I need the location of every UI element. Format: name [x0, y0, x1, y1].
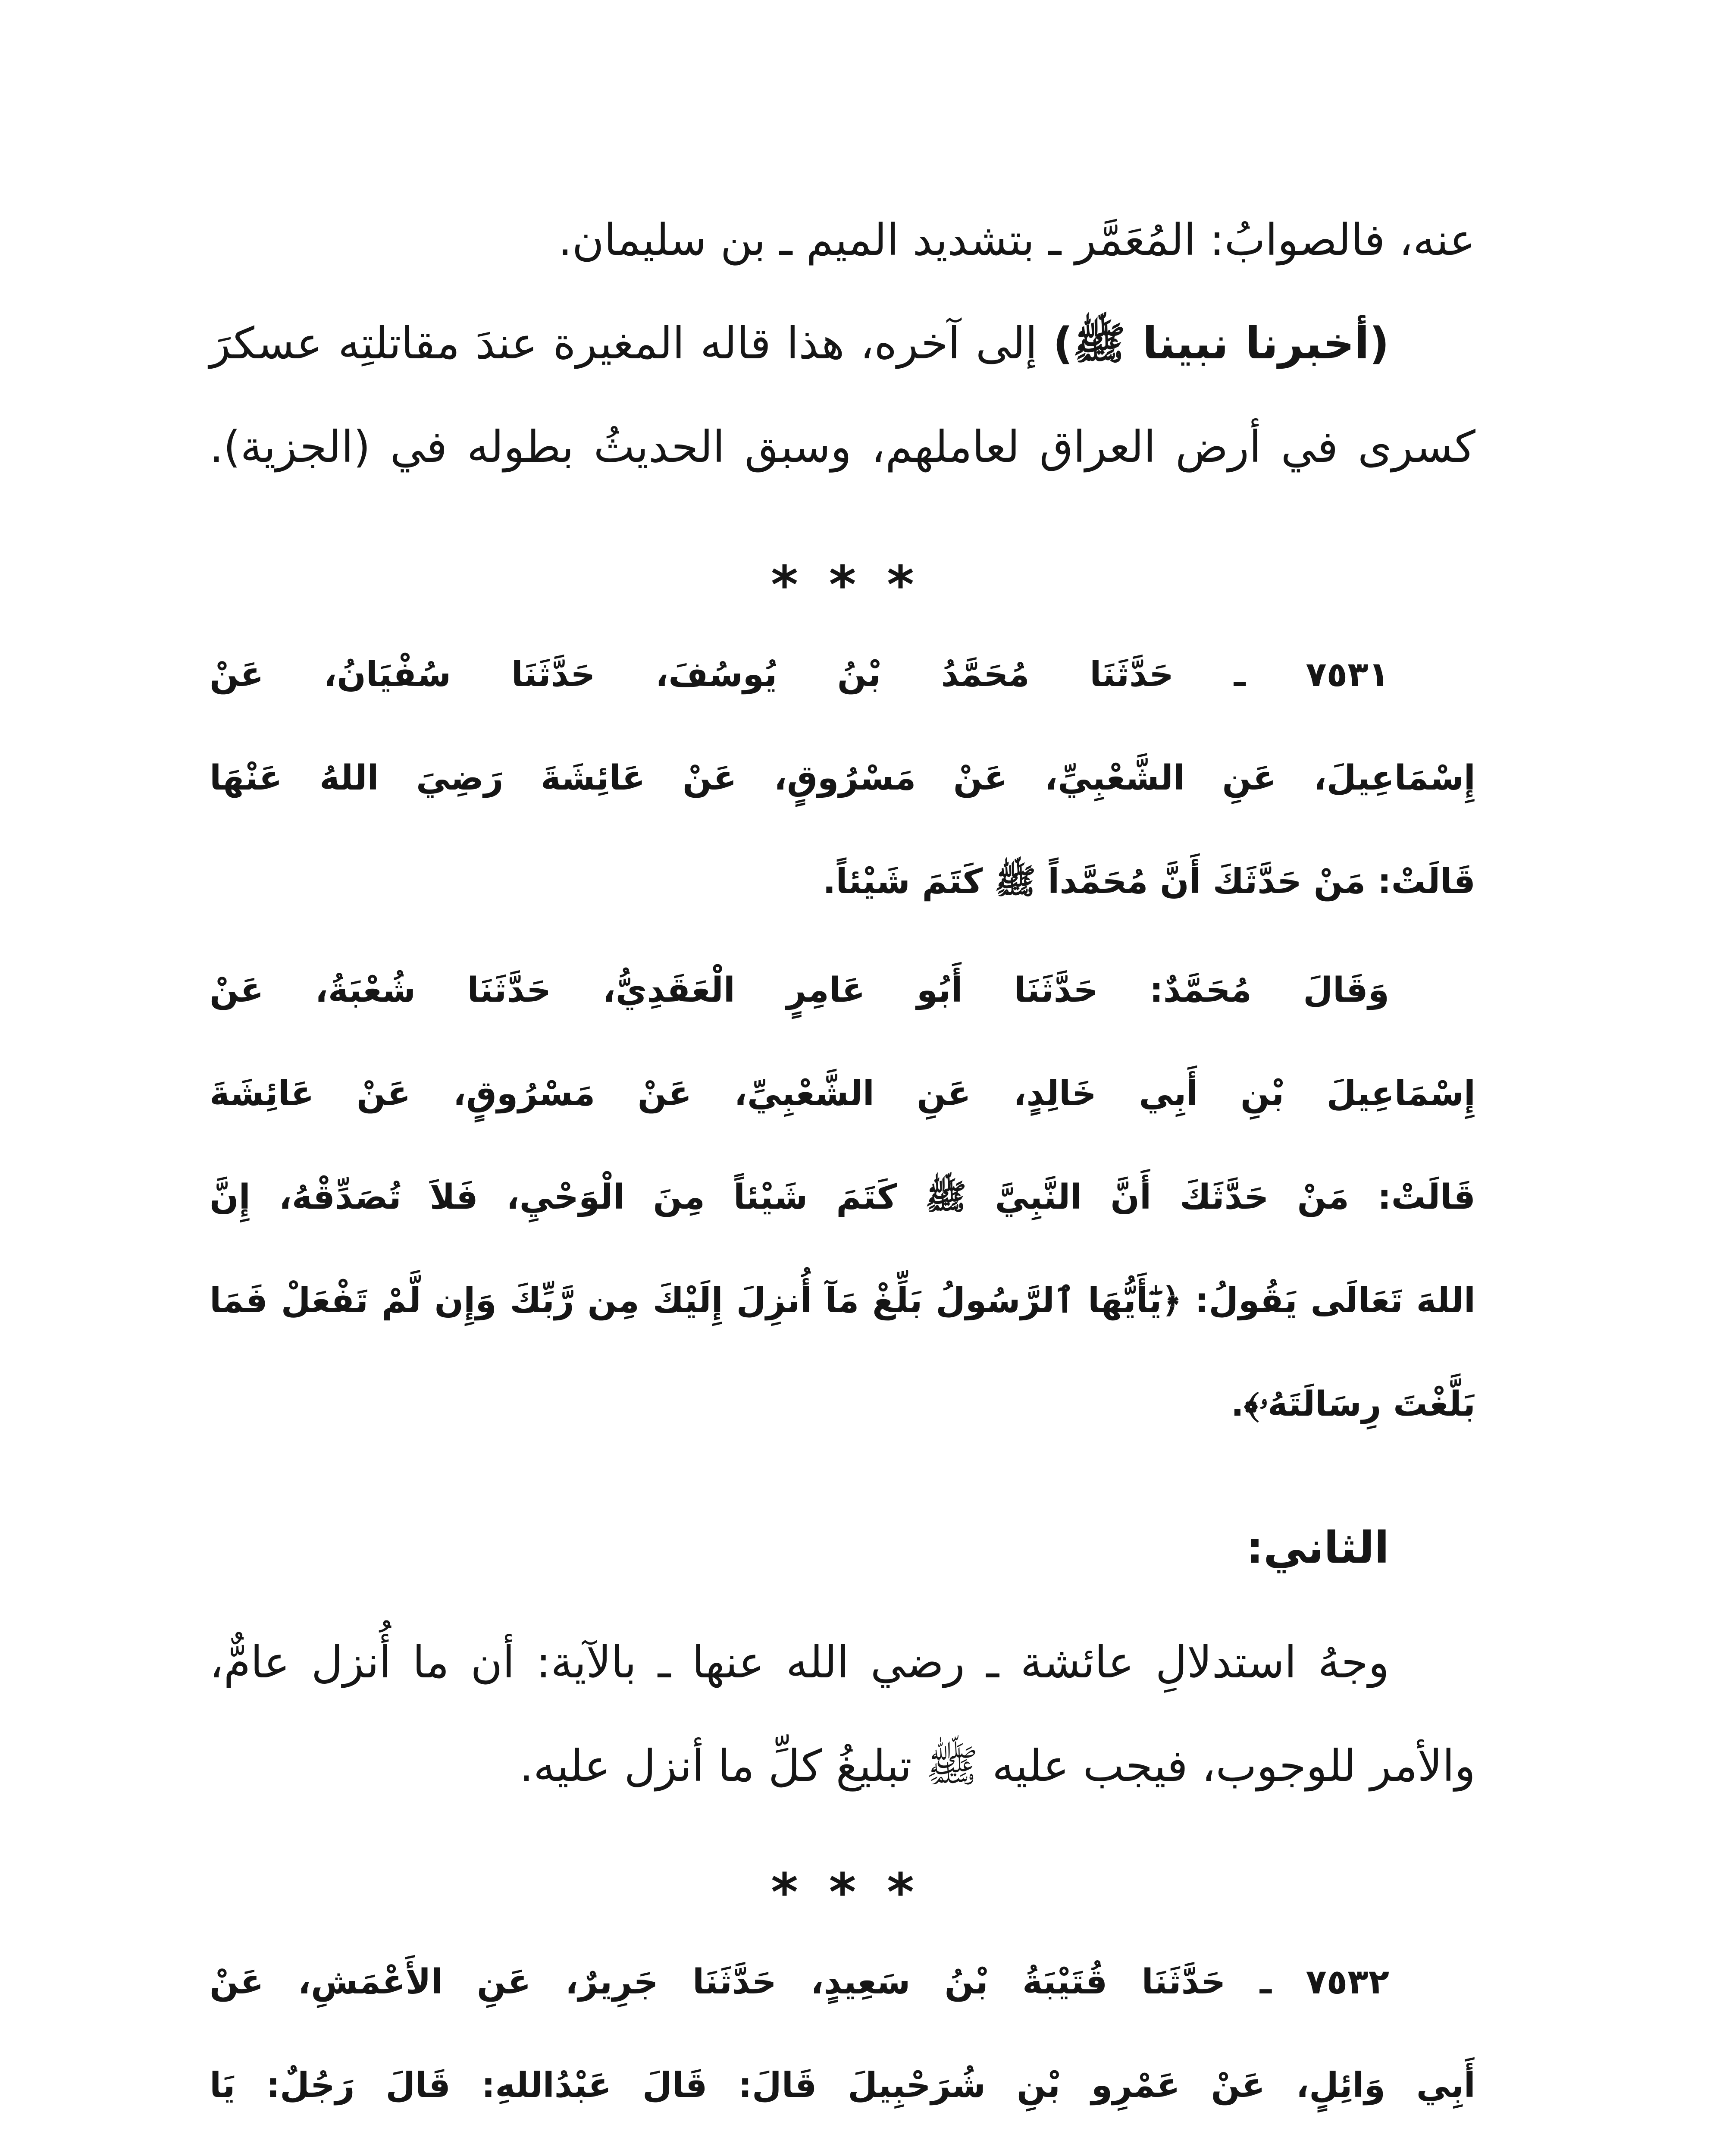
commentary-paragraph	[210, 291, 1475, 498]
commentary-paragraph	[210, 1611, 1475, 1818]
text-line	[210, 1930, 1475, 2034]
text-line	[210, 1145, 1475, 1249]
hadith-paragraph	[210, 938, 1475, 1456]
separator-stars: * * *	[771, 555, 914, 615]
text-segment: كسرى في أرض العراق لعاملهم، وسبق الحديثُ بطوله في (الجزية).	[210, 421, 1475, 472]
text-line	[210, 1352, 1475, 1456]
text-line	[210, 291, 1475, 395]
text-segment: قَالَتْ: مَنْ حَدَّثَكَ أَنَّ مُحَمَّداً ﷺ كَتَمَ شَيْئاً.	[823, 861, 1475, 901]
text-segment: أَبِي وَائِلٍ، عَنْ عَمْرِو بْنِ شُرَحْبِيلَ قَالَ: قَالَ عَبْدُاللهِ: قَالَ رَجُلٌ: يَا	[210, 2065, 1475, 2105]
text-line	[210, 2137, 1475, 2156]
section-separator	[210, 519, 1475, 623]
heading-text: الثاني:	[1246, 1522, 1389, 1573]
text-segment: إلى آخره، هذا قاله المغيرة عندَ مقاتلتِه عسكرَ	[210, 318, 1053, 369]
text-segment: بَلَّغْتَ رِسَالَتَهُۥ﴾.	[1231, 1384, 1475, 1424]
text-line	[210, 830, 1475, 933]
text-line	[210, 726, 1475, 830]
text-line	[210, 1042, 1475, 1145]
text-segment: وَقَالَ مُحَمَّدٌ: حَدَّثَنَا أَبُو عَامِرٍ الْعَقَدِيُّ، حَدَّثَنَا شُعْبَةُ، عَنْ	[210, 970, 1389, 1010]
hadith-paragraph	[210, 623, 1475, 933]
text-segment: اللهَ تَعَالَى يَقُولُ: ﴿يَٰٓأَيُّهَا ٱلرَّسُولُ بَلِّغْ مَآ أُنزِلَ إِلَيْكَ مِن رَّبِّكَ وَإِن لَّمْ تَفْعَلْ فَمَا	[210, 1280, 1475, 1320]
quoted-phrase: (أخبرنا نبينا ﷺ)	[1053, 318, 1389, 369]
section-separator	[210, 1827, 1475, 1930]
page-text-block	[210, 188, 1475, 2156]
text-segment: إِسْمَاعِيلَ بْنِ أَبِي خَالِدٍ، عَنِ الشَّعْبِيِّ، عَنْ مَسْرُوقٍ، عَنْ عَائِشَةَ	[210, 1073, 1475, 1113]
text-line	[210, 2034, 1475, 2137]
text-segment: قَالَتْ: مَنْ حَدَّثَكَ أَنَّ النَّبِيَّ ﷺ كَتَمَ شَيْئاً مِنَ الْوَحْيِ، فَلاَ تُصَدِّقْهُ، إِنَّ	[210, 1177, 1475, 1217]
text-line	[210, 1714, 1475, 1818]
text-line	[210, 623, 1475, 726]
separator-stars: * * *	[771, 1863, 914, 1923]
text-segment: ٧٥٣٢ ـ حَدَّثَنَا قُتَيْبَةُ بْنُ سَعِيدٍ، حَدَّثَنَا جَرِيرٌ، عَنِ الأَعْمَشِ، عَنْ	[210, 1962, 1389, 2002]
text-segment: ٧٥٣١ ـ حَدَّثَنَا مُحَمَّدُ بْنُ يُوسُفَ، حَدَّثَنَا سُفْيَانُ، عَنْ	[210, 654, 1389, 694]
commentary-paragraph	[210, 188, 1475, 291]
text-line	[210, 938, 1475, 1042]
text-line	[210, 1249, 1475, 1352]
text-line	[210, 188, 1475, 291]
text-line	[210, 1611, 1475, 1714]
hadith-paragraph	[210, 1930, 1475, 2156]
text-segment: إِسْمَاعِيلَ، عَنِ الشَّعْبِيِّ، عَنْ مَسْرُوقٍ، عَنْ عَائِشَةَ رَضِيَ اللهُ عَنْهَا	[210, 758, 1475, 798]
text-line	[210, 395, 1475, 498]
section-heading	[210, 1496, 1475, 1599]
text-segment: وجهُ استدلالِ عائشة ـ رضي الله عنها ـ بالآية: أن ما أُنزل عامٌّ،	[210, 1637, 1389, 1688]
text-segment: والأمر للوجوب، فيجب عليه ﷺ تبليغُ كلِّ ما أنزل عليه.	[519, 1740, 1475, 1791]
text-segment: عنه، فالصوابُ: المُعَمَّر ـ بتشديد الميم ـ بن سليمان.	[558, 214, 1475, 265]
